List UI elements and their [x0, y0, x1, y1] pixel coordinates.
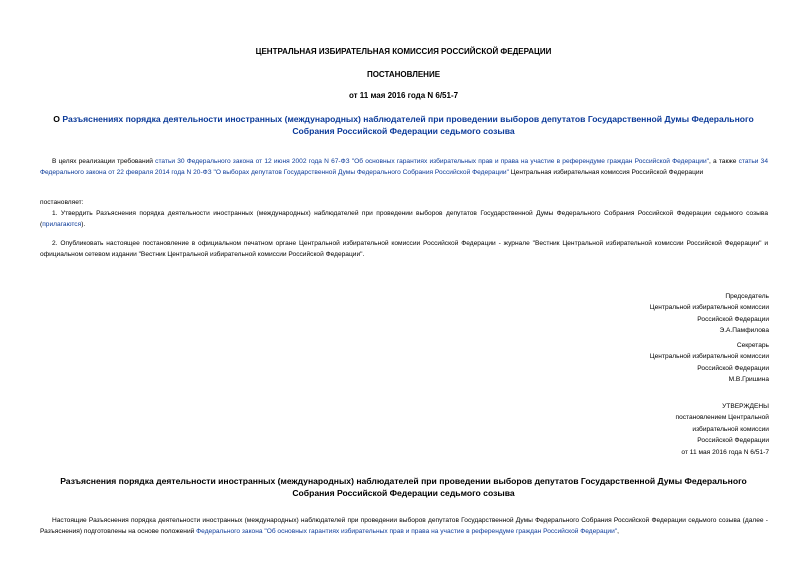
title-prefix: О	[53, 114, 63, 124]
secretary-name: М.В.Гришина	[728, 376, 769, 384]
law-67-fz-link[interactable]: статьи 30 Федерального закона от 12 июня 2002 года N 67-ФЗ "Об основных гарантиях избирательных прав и права на участие в референдуме граждан Российской Федерации"	[155, 158, 709, 165]
approved-title: УТВЕРЖДЕНЫ	[722, 403, 769, 410]
chairman-title: Председатель	[725, 293, 769, 300]
secretary-title: Секретарь	[736, 342, 769, 349]
preamble-text: , а также	[708, 158, 739, 165]
date-number-heading: от 11 мая 2016 года N 6/51-7	[348, 91, 459, 100]
section-title	[0, 475, 807, 499]
chairman-line3: Российской Федерации	[697, 315, 769, 323]
item-1-paragraph	[40, 208, 768, 230]
item-1-tail: ).	[81, 221, 86, 228]
resolution-title	[0, 113, 807, 137]
doc-type-heading: ПОСТАНОВЛЕНИЕ	[366, 70, 441, 79]
preamble-text: Центральная избирательная комиссия Российской Федерации	[508, 169, 704, 176]
intro-tail: ,	[617, 528, 619, 535]
resolves-text: постановляет:	[40, 199, 84, 206]
chairman-name: Э.А.Памфилова	[719, 327, 769, 335]
secretary-line2: Центральной избирательной комиссии	[649, 353, 769, 361]
item-2-paragraph: 2. Опубликовать настоящее постановление в официальном печатном органе Центральной избирательной комиссии Российской Федерации - журнале "Вестник Центральной избирательной комиссии Российской Федерации" и официальном сетевом издании "Вестник Центральной избирательной комиссии Российской Федерации".	[40, 240, 768, 258]
approved-line5: от 11 мая 2016 года N 6/51-7	[681, 448, 769, 456]
secretary-signature	[560, 340, 769, 386]
org-heading: ЦЕНТРАЛЬНАЯ ИЗБИРАТЕЛЬНАЯ КОМИССИЯ РОССИЙСКОЙ ФЕДЕРАЦИИ	[255, 47, 552, 56]
secretary-line3: Российской Федерации	[697, 364, 769, 372]
appendix-link[interactable]: прилагаются	[42, 221, 82, 228]
item-1-text: 1. Утвердить Разъяснения порядка деятельности иностранных (международных) наблюдателей при проведении выборов депутатов Государственной Думы Федерального Собрания Российской Федерации седьмого созыва (	[40, 210, 768, 228]
intro-text: Настоящие Разъяснения порядка деятельности иностранных (международных) наблюдателей при проведении выборов депутатов Государственной Думы Федерального Собрания Российской Федерации седьмого созыва (далее - Разъяснения) подготовлены на основе положений	[40, 517, 768, 535]
approved-block	[560, 401, 769, 458]
approved-line2: постановлением Центральной	[675, 414, 769, 422]
preamble-paragraph	[40, 156, 768, 178]
chairman-signature	[560, 291, 769, 337]
section-title-line2: Собрания Российской Федерации седьмого созыва	[292, 488, 515, 498]
title-link-line1[interactable]: Разъяснениях порядка деятельности иностранных (международных) наблюдателей при проведении выборов депутатов Государственной Думы Федерального	[62, 114, 754, 124]
approved-line4: Российской Федерации	[697, 437, 769, 445]
chairman-line2: Центральной избирательной комиссии	[649, 304, 769, 312]
section-title-line1: Разъяснения порядка деятельности иностранных (международных) наблюдателей при проведении выборов депутатов Государственной Думы Федерального	[60, 476, 747, 486]
intro-paragraph	[40, 515, 768, 537]
approved-line3: избирательной комиссии	[692, 425, 769, 433]
preamble-text: В целях реализации требований	[52, 158, 156, 165]
federal-law-link[interactable]: Федерального закона "Об основных гарантиях избирательных прав и права на участие в референдуме граждан Российской Федерации"	[196, 528, 618, 535]
title-link-line2[interactable]: Собрания Российской Федерации седьмого созыва	[292, 126, 515, 136]
law-20-fz-link[interactable]: статьи 34 Федерального закона от 22 февраля 2014 года N 20-ФЗ "О выборах депутатов Государственной Думы Федерального Собрания Российской Федерации"	[40, 158, 768, 176]
